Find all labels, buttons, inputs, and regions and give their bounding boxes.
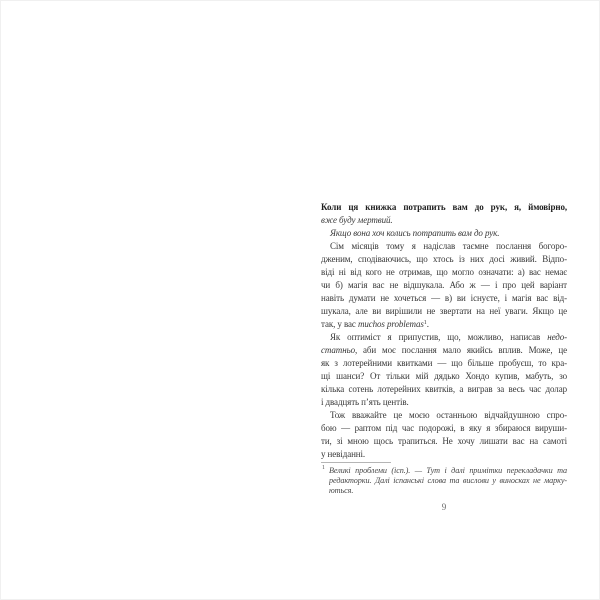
text-line bbox=[321, 318, 567, 331]
text-line bbox=[321, 240, 567, 253]
text-segment: Якщо вона хоч колись потрапить вам до рук. bbox=[330, 228, 500, 238]
text-segment: Тож вважайте це моєю останньою відчайдушною спро- bbox=[330, 410, 567, 420]
text-line bbox=[321, 344, 567, 357]
text-segment: щі шанси? От тільки мій дядько Хондо купив, мабуть, зо bbox=[321, 371, 567, 381]
body-text bbox=[321, 201, 567, 461]
text-segment: . bbox=[426, 319, 429, 329]
page-number: 9 bbox=[441, 502, 447, 512]
text-line bbox=[321, 266, 567, 279]
text-line bbox=[321, 448, 567, 461]
footnote-body bbox=[321, 466, 567, 496]
text-segment: Як оптиміст я припустив, що, можливо, написав bbox=[330, 332, 548, 342]
text-line bbox=[321, 383, 567, 396]
text-segment: віді ні від кого не отримав, що могло означати: а) вас немає bbox=[321, 267, 567, 277]
text-line bbox=[321, 201, 567, 214]
text-segment: muchos problemas bbox=[357, 319, 424, 329]
text-segment: так, у вас bbox=[321, 319, 358, 329]
text-segment: кілька сотень лотерейних квитків, а виграв за весь час долар bbox=[321, 384, 567, 394]
text-segment: статньо bbox=[321, 345, 355, 355]
text-line bbox=[321, 422, 567, 435]
footnote-line: ються. bbox=[329, 486, 354, 495]
text-segment: навіть думати не хочеться — в) ви існуєте, і магія вас від- bbox=[321, 293, 567, 303]
text-line bbox=[321, 279, 567, 292]
text-segment: шукала, але ви вирішили не звертати на неї уваги. Якщо це bbox=[321, 306, 567, 316]
text-segment: бою — раптом під час подорожі, в яку я збираюся вируши- bbox=[321, 423, 567, 433]
footnote-divider bbox=[321, 462, 391, 463]
text-segment: вже буду мертвий. bbox=[321, 215, 393, 225]
text-line bbox=[321, 370, 567, 383]
text-segment: 1 bbox=[423, 320, 427, 326]
text-segment: чи б) магія вас не відшукала. Або ж — і про цей варіант bbox=[321, 280, 567, 290]
text-segment: недо- bbox=[547, 332, 567, 342]
text-segment: у невіданні. bbox=[321, 449, 366, 459]
text-segment: і двадцять п’ять центів. bbox=[321, 397, 409, 407]
text-segment: Сім місяців тому я надіслав таємне послання богоро- bbox=[330, 241, 567, 251]
text-segment: дженим, сподіваючись, що хтось із них досі живий. Відпо- bbox=[321, 254, 567, 264]
text-line bbox=[321, 253, 567, 266]
text-line bbox=[321, 409, 567, 422]
footnote-marker: 1 bbox=[322, 465, 325, 471]
footnote-line: Великі проблеми (ісп.). — Тут і далі примітки перекладачки та bbox=[329, 466, 567, 475]
text-line bbox=[321, 396, 567, 409]
text-segment: ти, зі мною щось трапиться. Не хочу лишати вас на самоті bbox=[321, 436, 567, 446]
text-line bbox=[321, 357, 567, 370]
text-segment: Коли ця книжка потрапить вам до рук, я, ймовірно, bbox=[321, 202, 567, 212]
text-line bbox=[321, 292, 567, 305]
text-line bbox=[321, 214, 567, 227]
footnote-line: редакторки. Далі іспанські слова та вислови у виносках не марку- bbox=[329, 476, 567, 485]
footnote bbox=[321, 466, 567, 496]
text-line bbox=[321, 227, 567, 240]
text-line bbox=[321, 305, 567, 318]
text-line bbox=[321, 435, 567, 448]
text-segment: , аби моє послання мало якийсь вплив. Може, це bbox=[354, 345, 567, 355]
text-segment: як з лотерейними квитками — що більше пробуєш, то кра- bbox=[321, 358, 567, 368]
text-line bbox=[321, 331, 567, 344]
